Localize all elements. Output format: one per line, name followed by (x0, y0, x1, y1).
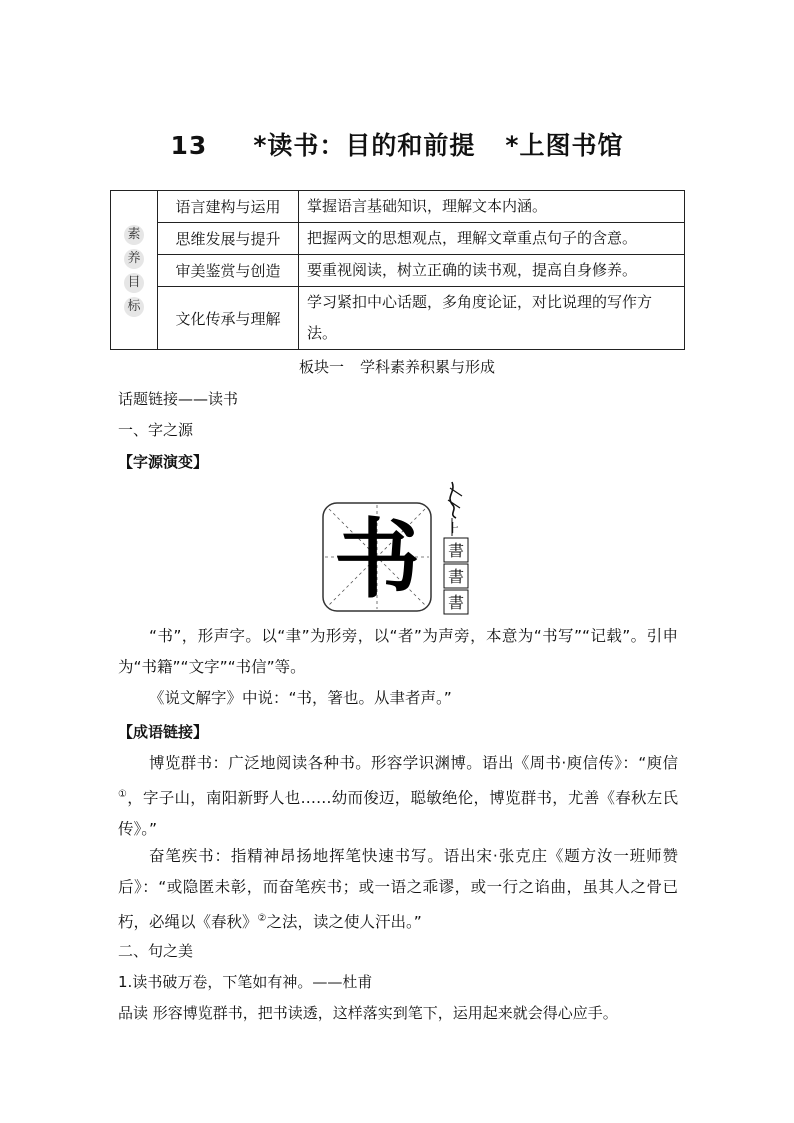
goal-description: 要重视阅读，树立正确的读书观，提高自身修养。 (299, 255, 685, 287)
goal-description: 掌握语言基础知识，理解文本内涵。 (299, 191, 685, 223)
footnote-marker: ① (118, 789, 128, 800)
section-heading (0, 356, 794, 377)
appreciation-label: 品读 (118, 1004, 149, 1022)
quote-text: 读书破万卷，下笔如有神。——杜甫 (132, 973, 373, 991)
table-row (111, 255, 685, 287)
appreciation-line (118, 1002, 688, 1023)
idiom-bolan-qunshu: 博览群书：广泛地阅读各种书。形容学识渊博。语出《周书·庾信传》：“庾信①，字子山，南阳新野人也……幼而俊迈，聪敏绝伦，博览群书，尤善《春秋左氏传》。” (118, 754, 678, 839)
oracle-glyph-icon (450, 482, 456, 518)
quote-number: 1. (118, 973, 133, 991)
table-row (111, 191, 685, 223)
page-title (0, 126, 794, 162)
side-char: 标 (124, 297, 144, 317)
svg-text:⺊: ⺊ (447, 521, 461, 535)
title-part-1: *读书：目的和前提 (253, 131, 476, 160)
character-grid-glyph (321, 501, 433, 613)
goals-side-label (111, 191, 158, 350)
table-row (111, 223, 685, 255)
appreciation-text: 形容博览群书，把书读透，这样落实到笔下，运用起来就会得心应手。 (152, 1004, 618, 1022)
goal-category: 语言建构与运用 (158, 191, 299, 223)
goal-description: 把握两文的思想观点，理解文章重点句子的含意。 (299, 223, 685, 255)
table-row (111, 287, 685, 350)
literacy-goals-table (110, 190, 685, 350)
lesson-number: 13 (170, 131, 208, 160)
goal-category: 文化传承与理解 (158, 287, 299, 350)
shuowen-quote: 《说文解字》中说：“书，箸也。从聿者声。” (149, 689, 452, 707)
quote-line (118, 971, 372, 992)
footnote-marker: ② (257, 913, 267, 924)
section-part-2: 学科素养积累与形成 (360, 358, 496, 376)
goal-description: 学习紧扣中心话题，多角度论证，对比说理的写作方法。 (299, 287, 685, 350)
part-one-heading: 一、字之源 (118, 421, 194, 439)
variant-glyph: 書 (447, 567, 465, 586)
side-char: 目 (124, 273, 144, 293)
glyph-evolution-strip (440, 478, 472, 618)
title-part-2: *上图书馆 (505, 131, 624, 160)
variant-glyph: 書 (447, 541, 465, 560)
goal-category: 思维发展与提升 (158, 223, 299, 255)
char-origin-heading: 【字源演变】 (118, 453, 209, 471)
idiom-fenbi-jishu: 奋笔疾书：指精神昂扬地挥笔快速书写。语出宋·张克庄《题方汝一班师赞后》：“或隐匿未彰，而奋笔疾书；或一语之乖谬，或一行之谄曲，虽其人之骨已朽，必绳以《春秋》②之法，读之使人汗出。” (118, 847, 678, 932)
section-part-1: 板块一 (298, 358, 344, 376)
topic-link: 话题链接——读书 (118, 390, 239, 408)
idiom-heading: 【成语链接】 (118, 723, 209, 741)
side-char: 养 (124, 249, 144, 269)
char-explanation: “书”，形声字。以“聿”为形旁，以“者”为声旁，本意为“书写”“记载”。引申为“书籍”“文字”“书信”等。 (118, 627, 678, 676)
main-glyph: 书 (334, 509, 420, 610)
part-two-heading: 二、句之美 (118, 942, 194, 960)
side-char: 素 (124, 225, 144, 245)
variant-glyph: 書 (447, 593, 465, 612)
goal-category: 审美鉴赏与创造 (158, 255, 299, 287)
